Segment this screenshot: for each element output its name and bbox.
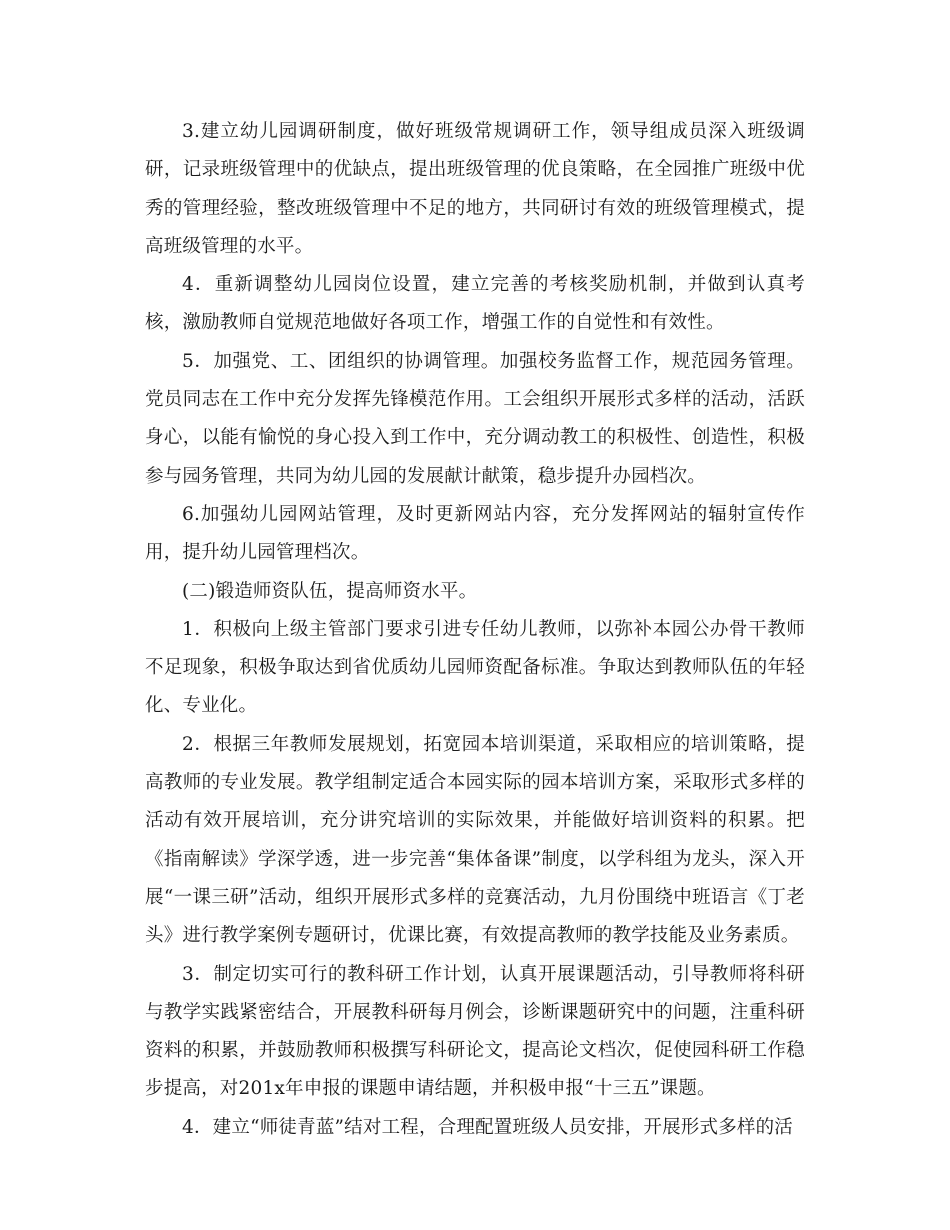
paragraph-item-1-teacher-recruitment: 1．积极向上级主管部门要求引进专任幼儿教师，以弥补本园公办骨干教师不足现象，积极争取达到省优质幼儿园师资配备标准。争取达到教师队伍的年轻化、专业化。 (145, 618, 805, 717)
document-body (145, 113, 805, 1147)
paragraph-item-5-organization-coordination: 5．加强党、工、团组织的协调管理。加强校务监督工作，规范园务管理。党员同志在工作中充分发挥先锋模范作用。工会组织开展形式多样的活动，活跃身心，以能有愉悦的身心投入到工作中，充分调动教工的积极性、创造性，积极参与园务管理，共同为幼儿园的发展献计献策，稳步提升办园档次。 (145, 350, 805, 487)
paragraph-item-3-research-plan: 3．制定切实可行的教科研工作计划，认真开展课题活动，引导教师将科研与教学实践紧密结合，开展教科研每月例会，诊断课题研究中的问题，注重科研资料的积累，并鼓励教师积极撰写科研论文，提高论文档次，促使园科研工作稳步提高，对201x年申报的课题申请结题，并积极申报“十三五”课题。 (145, 963, 805, 1100)
paragraph-item-4-post-adjustment: 4．重新调整幼儿园岗位设置，建立完善的考核奖励机制，并做到认真考核，激励教师自觉规范地做好各项工作，增强工作的自觉性和有效性。 (145, 274, 805, 334)
paragraph-item-2-training-plan: 2．根据三年教师发展规划，拓宽园本培训渠道，采取相应的培训策略，提高教师的专业发展。教学组制定适合本园实际的园本培训方案，采取形式多样的活动有效开展培训，充分讲究培训的实际效果，并能做好培训资料的积累。把《指南解读》学深学透，进一步完善“集体备课”制度，以学科组为龙头，深入开展“一课三研”活动，组织开展形式多样的竞赛活动，九月份围绕中班语言《丁老头》进行教学案例专题研讨，优课比赛，有效提高教师的教学技能及业务素质。 (145, 733, 805, 947)
paragraph-item-3-research-system: 3.建立幼儿园调研制度，做好班级常规调研工作，领导组成员深入班级调研，记录班级管理中的优缺点，提出班级管理的优良策略，在全园推广班级中优秀的管理经验，整改班级管理中不足的地方，共同研讨有效的班级管理模式，提高班级管理的水平。 (145, 121, 805, 257)
paragraph-item-6-website-management: 6.加强幼儿园网站管理，及时更新网站内容，充分发挥网站的辐射宣传作用，提升幼儿园管理档次。 (145, 503, 805, 564)
section-heading-teacher-team: (二)锻造师资队伍，提高师资水平。 (182, 580, 478, 602)
paragraph-item-4-mentorship: 4．建立“师徒青蓝”结对工程，合理配置班级人员安排，开展形式多样的活 (182, 1116, 793, 1138)
